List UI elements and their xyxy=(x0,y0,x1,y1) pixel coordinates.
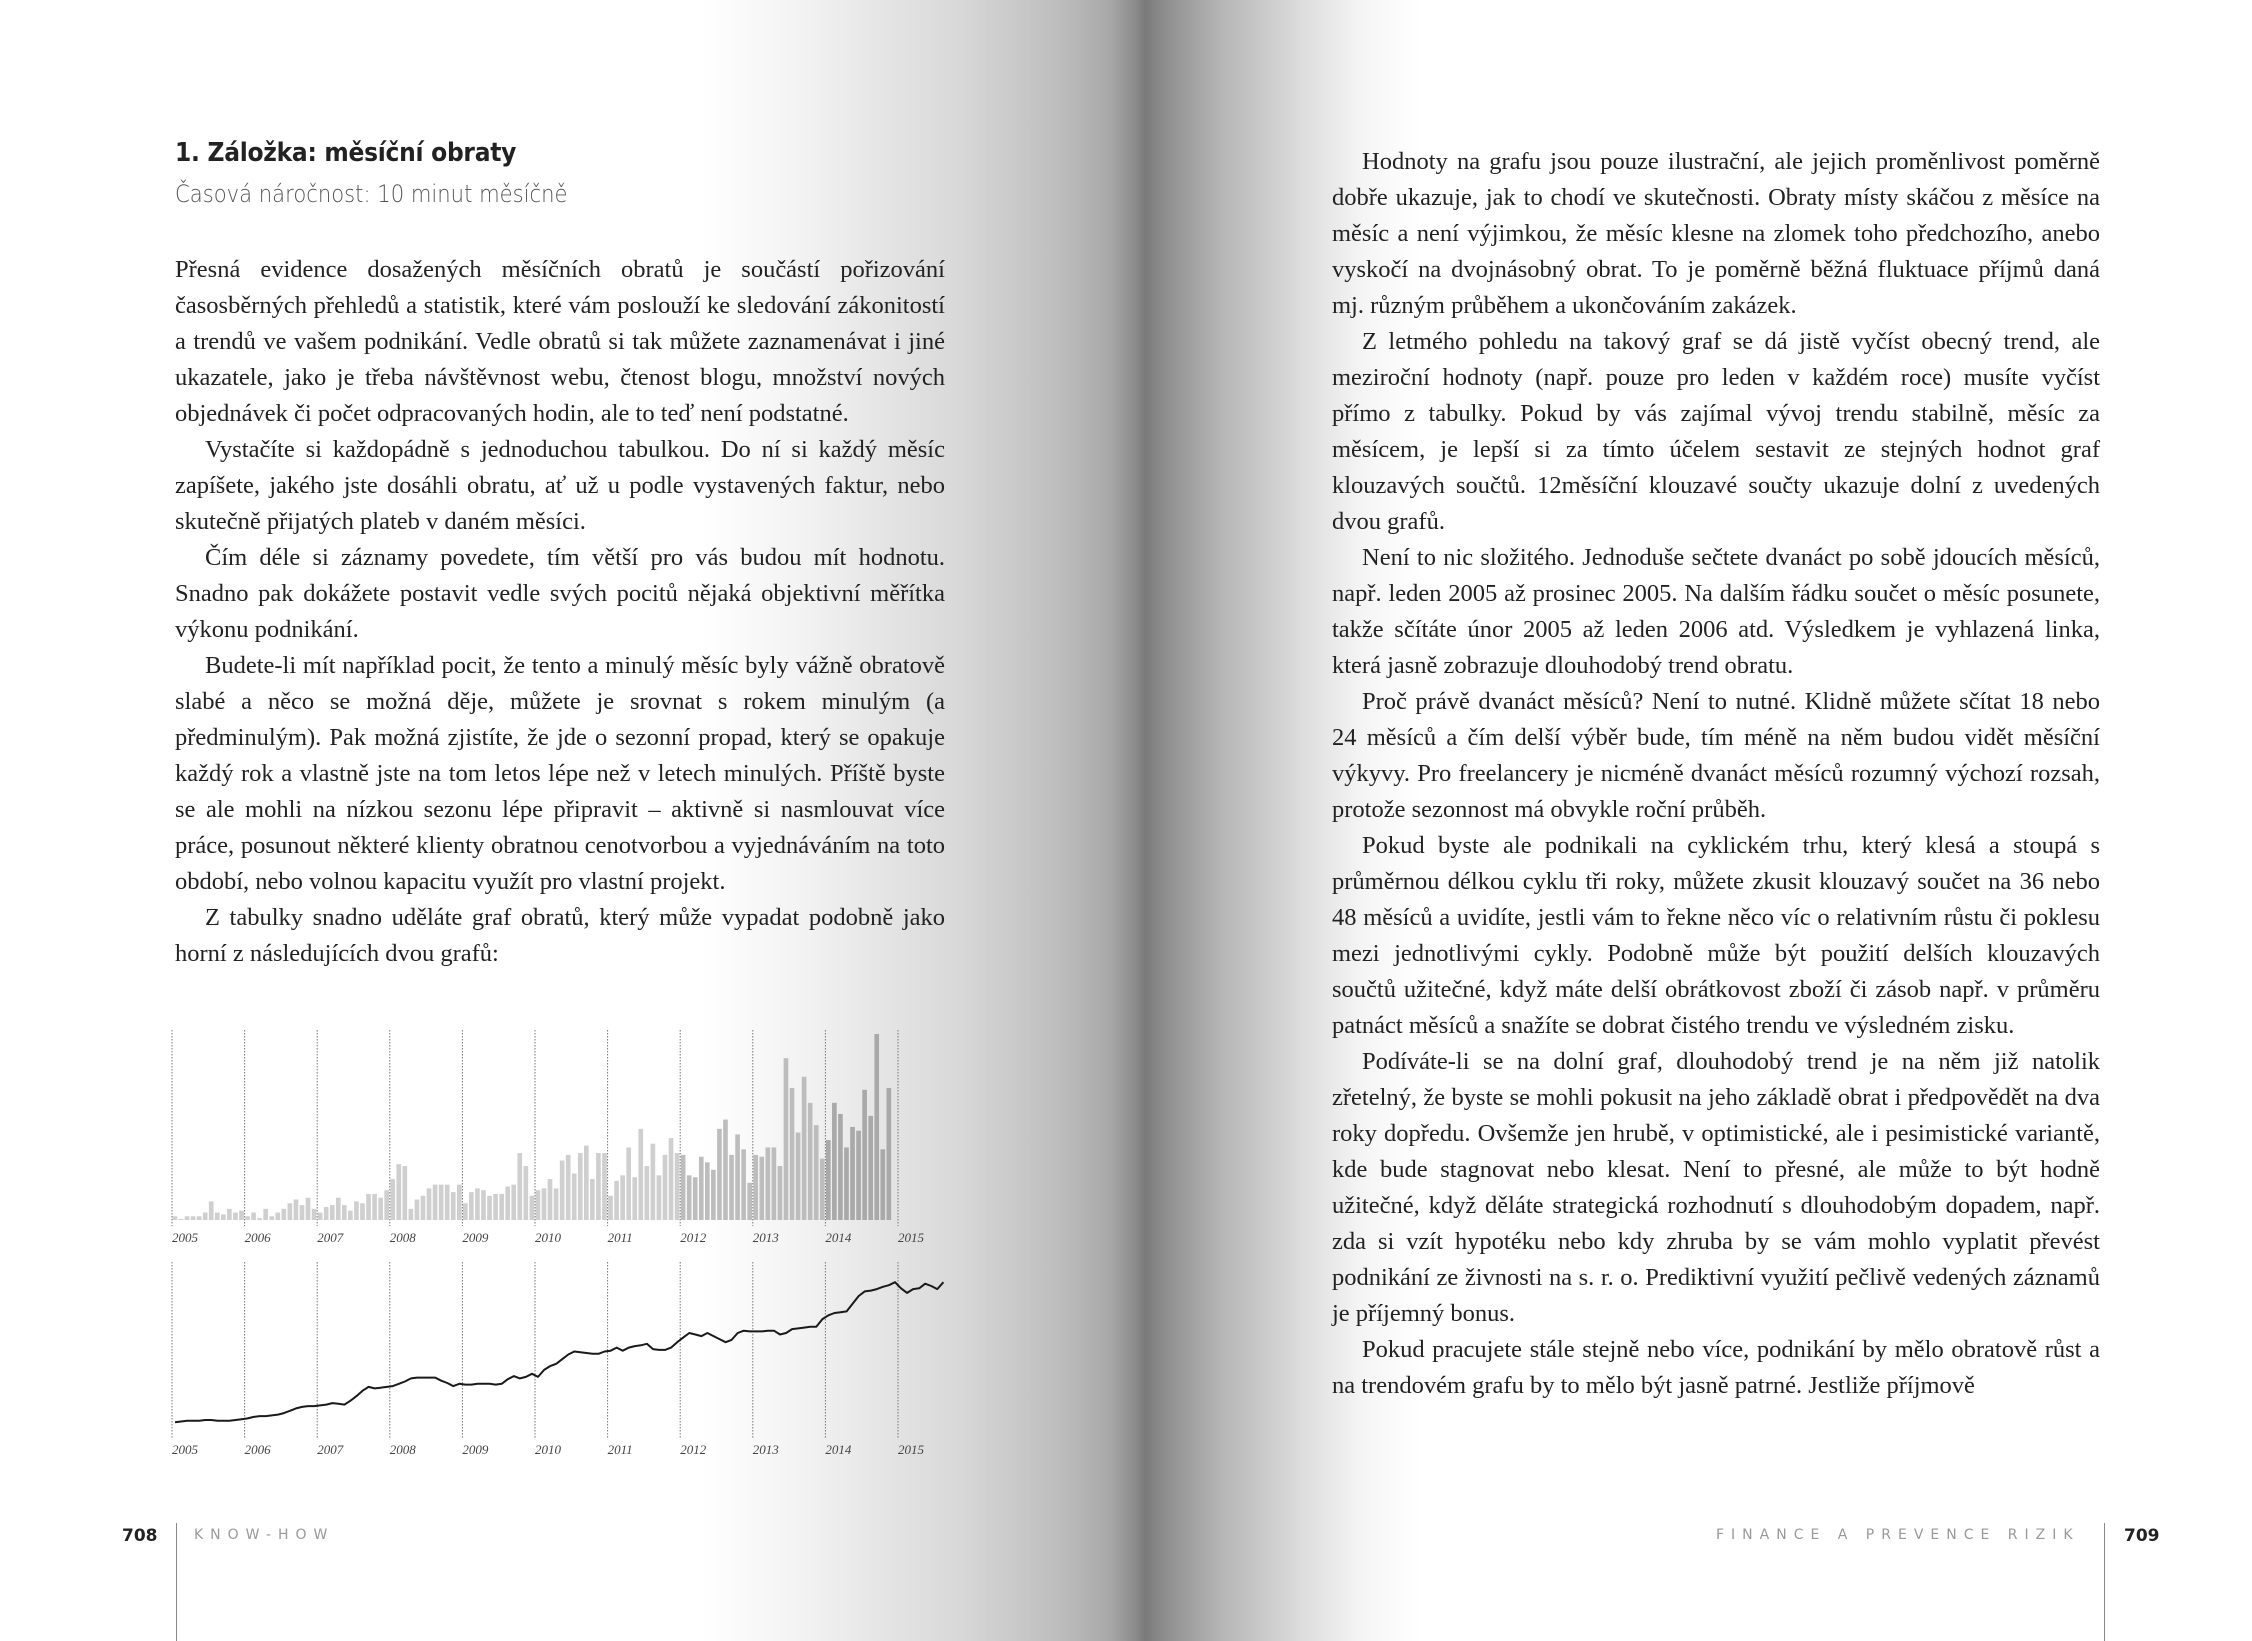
bar xyxy=(808,1103,813,1220)
x-tick-label: 2007 xyxy=(317,1442,344,1457)
bar xyxy=(699,1157,704,1220)
bar xyxy=(753,1155,758,1220)
bar xyxy=(566,1155,571,1220)
bar xyxy=(179,1219,184,1220)
bar xyxy=(306,1198,311,1220)
x-tick-label: 2005 xyxy=(172,1230,198,1245)
bar xyxy=(197,1216,202,1220)
bar xyxy=(354,1201,359,1220)
bar xyxy=(626,1147,631,1220)
x-tick-label: 2014 xyxy=(825,1442,852,1457)
bar xyxy=(511,1185,516,1220)
bar xyxy=(663,1155,668,1220)
page-number-right: 709 xyxy=(2124,1526,2160,1546)
bar xyxy=(445,1185,450,1220)
bar xyxy=(602,1153,607,1220)
bar xyxy=(233,1213,238,1220)
bar xyxy=(505,1187,510,1220)
bar xyxy=(396,1164,401,1220)
bar xyxy=(517,1153,522,1220)
bar xyxy=(747,1183,752,1220)
bar xyxy=(348,1211,353,1220)
bar xyxy=(366,1194,371,1220)
bar xyxy=(294,1200,299,1220)
x-tick-label: 2008 xyxy=(389,1230,416,1245)
bar xyxy=(409,1209,414,1220)
bar xyxy=(868,1116,873,1220)
bar xyxy=(263,1209,268,1220)
bar xyxy=(360,1203,365,1220)
x-tick-label: 2015 xyxy=(898,1230,924,1245)
x-tick-label: 2010 xyxy=(535,1442,561,1457)
bar xyxy=(487,1196,492,1220)
bar xyxy=(324,1207,329,1220)
rolling-sum-line xyxy=(175,1282,943,1422)
bar xyxy=(481,1190,486,1220)
bar xyxy=(874,1034,879,1220)
bar xyxy=(390,1179,395,1220)
paragraph: Proč právě dvanáct měsíců? Není to nutné. Klidně můžete sčítat 18 nebo 24 měsíců a čím delší výběr bude, tím méně na něm budou vidět měsíční výkyvy. Pro freelancery je nicméně dvanáct měsíců rozumný výchozí rozsah, protože sezonnost má obvykle roční průběh. xyxy=(1332,688,2100,823)
bar xyxy=(524,1166,529,1220)
bar xyxy=(741,1149,746,1220)
bar xyxy=(318,1213,323,1220)
bar xyxy=(572,1174,577,1221)
bar xyxy=(675,1153,680,1220)
bar xyxy=(288,1203,293,1220)
paragraph: Z letmého pohledu na takový graf se dá jistě vyčíst obecný trend, ale meziroční hodnoty (např. pouze pro leden v každém roce) musíte vyčíst přímo z tabulky. Pokud by vás zajímal vývoj trendu stabilně, měsíc za měsícem, je lepší si za tímto účelem sestavit ze stejných hodnot graf klouzavých součtů. 12měsíční klouzavé součty ukazuje dolní z uvedených dvou grafů. xyxy=(1332,328,2100,535)
bar xyxy=(269,1216,274,1220)
bar xyxy=(554,1188,559,1220)
footer-divider-left xyxy=(176,1523,177,1641)
x-tick-label: 2010 xyxy=(535,1230,561,1245)
bar xyxy=(651,1144,656,1220)
bar xyxy=(185,1216,190,1220)
paragraph: Hodnoty na grafu jsou pouze ilustrační, ale jejich proměnlivost poměrně dobře ukazuje, jak to chodí ve skutečnosti. Obraty místy skáčou z měsíce na měsíc a není výjimkou, že měsíc klesne na zlomek toho předchozího, anebo vyskočí na dvojnásobný obrat. To je poměrně běžná fluktuace příjmů daná mj. různým průběhem a ukončováním zakázek. xyxy=(1332,148,2100,319)
monthly-turnover-bar-chart xyxy=(160,1030,960,1260)
bar xyxy=(693,1177,698,1220)
bar xyxy=(638,1129,643,1220)
paragraph: Čím déle si záznamy povedete, tím větší pro vás budou mít hodnotu. Snadno pak dokážete postavit vedle svých pocitů nějaká objektivní měřítka výkonu podnikání. xyxy=(175,544,945,643)
bar xyxy=(820,1159,825,1220)
bar xyxy=(596,1153,601,1220)
bar xyxy=(772,1147,777,1220)
bar xyxy=(300,1205,305,1220)
x-tick-label: 2008 xyxy=(389,1442,416,1457)
page-number-left: 708 xyxy=(122,1526,158,1546)
bar xyxy=(802,1077,807,1220)
x-tick-label: 2005 xyxy=(172,1442,198,1457)
right-body-text xyxy=(1332,144,2100,1404)
bar xyxy=(330,1205,335,1220)
time-requirement-subheading: Časová náročnost: 10 minut měsíčně xyxy=(175,180,568,208)
bar xyxy=(880,1149,885,1220)
bar xyxy=(590,1179,595,1220)
x-tick-label: 2012 xyxy=(680,1442,707,1457)
bar xyxy=(620,1175,625,1220)
bar xyxy=(826,1140,831,1220)
bar xyxy=(421,1196,426,1220)
rolling-sum-line-chart xyxy=(160,1262,960,1482)
bar xyxy=(723,1120,728,1220)
bar xyxy=(245,1216,250,1220)
bar xyxy=(239,1211,244,1220)
paragraph: Budete-li mít například pocit, že tento a minulý měsíc byly vážně obratově slabé a něco se možná děje, můžete je srovnat s rokem minulým (a předminulým). Pak možná zjistíte, že jde o sezonní propad, který se opakuje každý rok a vlastně jste na tom letos lépe než v letech minulých. Příště byste se ale mohli na nízkou sezonu lépe připravit – aktivně si nasmlouvat více práce, posunout některé klienty obratnou cenotvorbou a vyjednáváním na toto období, nebo volnou kapacitu využít pro vlastní projekt. xyxy=(175,652,945,895)
bar xyxy=(578,1153,583,1220)
bar xyxy=(542,1188,547,1220)
bar xyxy=(493,1194,498,1220)
x-tick-label: 2015 xyxy=(898,1442,924,1457)
bar xyxy=(275,1213,280,1220)
bar xyxy=(403,1166,408,1220)
x-tick-label: 2009 xyxy=(462,1230,489,1245)
bar xyxy=(614,1181,619,1220)
bar xyxy=(191,1216,196,1220)
bar xyxy=(475,1188,480,1220)
paragraph: Pokud byste ale podnikali na cyklickém trhu, který klesá a stoupá s průměrnou délkou cyklu tři roky, můžete zkusit klouzavý součet na 36 nebo 48 měsíců a uvidíte, jestli vám to řekne něco víc o relativním růstu či poklesu mezi jednotlivými cykly. Podobně může být použití delších klouzavých součtů užitečné, když máte delší obrátkovost zboží či zásob např. v průměru patnáct měsíců a snažíte se dobrat čistého trendu ve výsledném zisku. xyxy=(1332,832,2100,1039)
paragraph: Vystačíte si každopádně s jednoduchou tabulkou. Do ní si každý měsíc zapíšete, jakého jste dosáhli obratu, ať už u podle vystavených faktur, nebo skutečně přijatých plateb v daném měsíci. xyxy=(175,436,945,535)
bar xyxy=(784,1058,789,1220)
bar xyxy=(342,1205,347,1220)
bar xyxy=(766,1147,771,1220)
bar xyxy=(711,1170,716,1220)
bar xyxy=(227,1209,232,1220)
x-tick-label: 2011 xyxy=(607,1230,633,1245)
bar xyxy=(173,1216,178,1220)
bar xyxy=(735,1134,740,1220)
paragraph: Z tabulky snadno uděláte graf obratů, který může vypadat podobně jako horní z následujících dvou grafů: xyxy=(175,904,945,967)
paragraph: Pokud pracujete stále stejně nebo více, podnikání by mělo obratově růst a na trendovém grafu by to mělo být jasně patrné. Jestliže příjmově xyxy=(1332,1336,2100,1399)
bar xyxy=(778,1166,783,1220)
right-page xyxy=(1126,0,2252,1641)
bar xyxy=(560,1160,565,1220)
running-head-right: FINANCE A PREVENCE RIZIK xyxy=(1716,1527,2080,1543)
x-tick-label: 2006 xyxy=(244,1230,271,1245)
bar xyxy=(251,1213,256,1220)
bar xyxy=(463,1203,468,1220)
x-tick-label: 2014 xyxy=(825,1230,852,1245)
bar xyxy=(717,1129,722,1220)
bar xyxy=(372,1194,377,1220)
bar xyxy=(790,1088,795,1220)
bar xyxy=(499,1194,504,1220)
bar xyxy=(312,1209,317,1220)
turnover-charts xyxy=(160,1030,960,1480)
bar xyxy=(536,1190,541,1220)
bar xyxy=(729,1155,734,1220)
bar xyxy=(433,1185,438,1220)
bar xyxy=(687,1175,692,1220)
x-tick-label: 2013 xyxy=(752,1230,779,1245)
bar xyxy=(850,1127,855,1220)
bar xyxy=(209,1201,214,1220)
bar xyxy=(632,1177,637,1220)
bar xyxy=(657,1175,662,1220)
bar xyxy=(759,1157,764,1220)
x-tick-label: 2012 xyxy=(680,1230,707,1245)
bar xyxy=(336,1198,341,1220)
bar xyxy=(838,1114,843,1220)
bar xyxy=(832,1103,837,1220)
bar xyxy=(451,1192,456,1220)
bar xyxy=(415,1200,420,1220)
paragraph: Není to nic složitého. Jednoduše sečtete dvanáct po sobě jdoucích měsíců, např. leden 2005 až prosinec 2005. Na dalším řádku součet o měsíc posunete, takže sčítáte únor 2005 až leden 2006 atd. Výsledkem je vyhlazená linka, která jasně zobrazuje dlouhodobý trend obratu. xyxy=(1332,544,2100,679)
bar xyxy=(221,1214,226,1220)
running-head-left: KNOW-HOW xyxy=(194,1527,335,1543)
paragraph: Přesná evidence dosažených měsíčních obratů je součástí pořizování časosběrných přehledů a statistik, které vám poslouží ke sledování zákonitostí a trendů ve vašem podnikání. Vedle obratů si tak můžete zaznamenávat i jiné ukazatele, jako je třeba návštěvnost webu, čtenost blogu, množství nových objednávek či počet odpracovaných hodin, ale to teď není podstatné. xyxy=(175,256,945,427)
bar xyxy=(530,1196,535,1220)
bar xyxy=(844,1147,849,1220)
bar xyxy=(427,1188,432,1220)
bar xyxy=(584,1146,589,1220)
bar xyxy=(378,1198,383,1220)
paragraph: Podíváte-li se na dolní graf, dlouhodobý trend je na něm již natolik zřetelný, že byste se mohli pokusit na jeho základě obrat i předpovědět na dva roky dopředu. Ovšemže jen hrubě, v optimistické, ale i pesimistické variantě, kde bude stagnovat nebo klesat. Není to přesné, ale může to být hodně užitečné, když děláte strategická rozhodnutí s dlouhodobým dopadem, např. zda si vzít hypotéku nebo kdy zhruba by se vám mohlo vyplatit převést podnikání ze živnosti na s. r. o. Prediktivní využití pečlivě vedených záznamů je příjemný bonus. xyxy=(1332,1048,2100,1327)
section-heading: 1. Záložka: měsíční obraty xyxy=(175,138,517,168)
x-tick-label: 2006 xyxy=(244,1442,271,1457)
bar xyxy=(814,1125,819,1220)
bar xyxy=(862,1090,867,1220)
x-tick-label: 2009 xyxy=(462,1442,489,1457)
bar xyxy=(669,1138,674,1220)
bar xyxy=(796,1133,801,1220)
bar xyxy=(548,1179,553,1220)
x-tick-label: 2007 xyxy=(317,1230,344,1245)
bar xyxy=(705,1162,710,1220)
bar xyxy=(457,1185,462,1220)
bar xyxy=(887,1088,892,1220)
bar xyxy=(645,1166,650,1220)
bar xyxy=(203,1213,208,1220)
footer-divider-right xyxy=(2104,1523,2105,1641)
bar xyxy=(469,1192,474,1220)
x-tick-label: 2013 xyxy=(752,1442,779,1457)
x-tick-label: 2011 xyxy=(607,1442,633,1457)
bar xyxy=(439,1185,444,1220)
left-body-text xyxy=(175,252,945,972)
bar xyxy=(282,1209,287,1220)
bar xyxy=(608,1196,613,1220)
bar xyxy=(384,1190,389,1220)
bar xyxy=(257,1218,262,1220)
bar xyxy=(681,1155,686,1220)
bar xyxy=(856,1131,861,1220)
bar xyxy=(215,1213,220,1220)
